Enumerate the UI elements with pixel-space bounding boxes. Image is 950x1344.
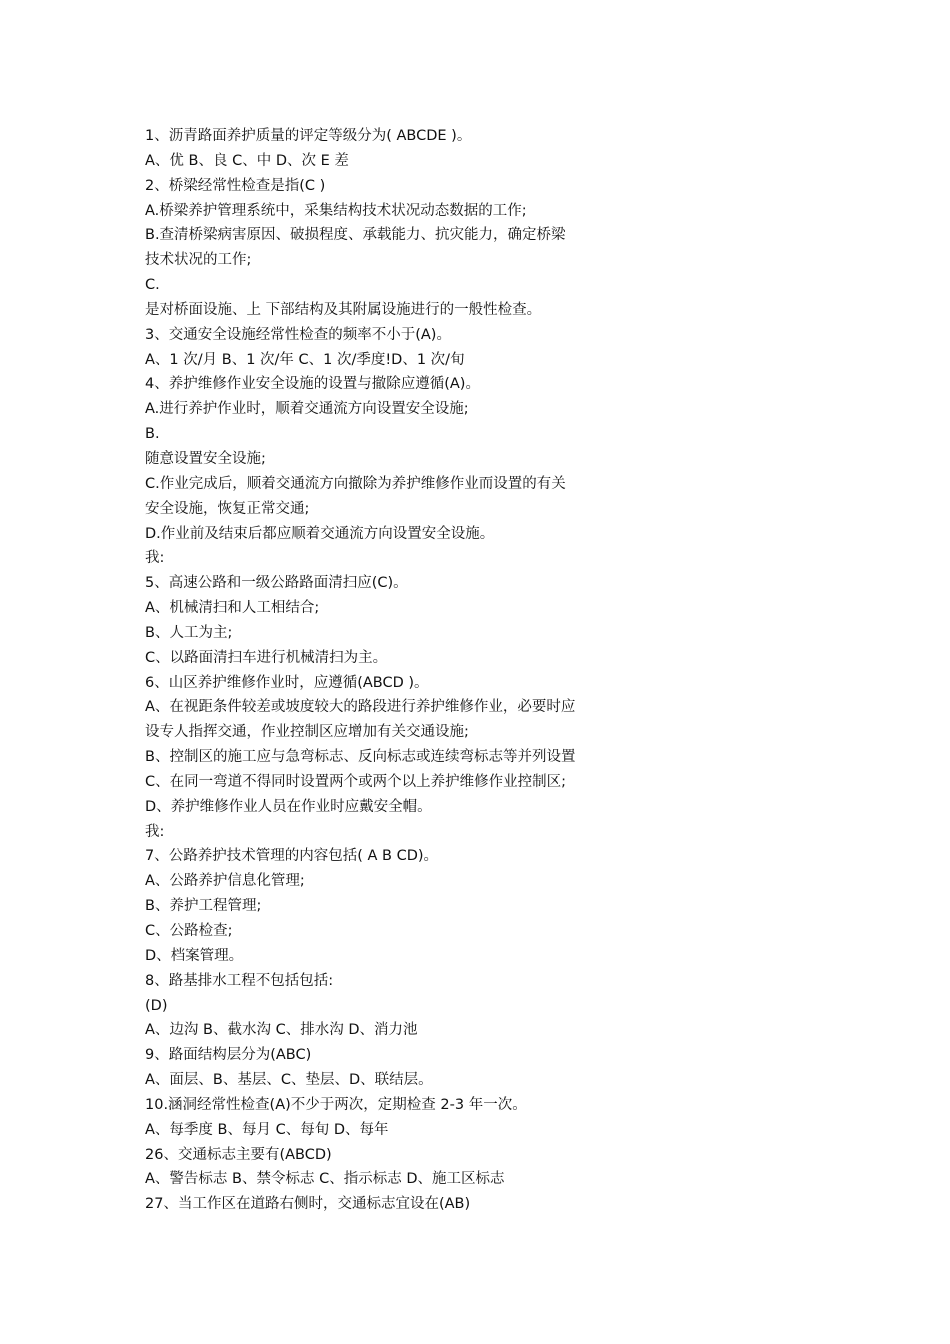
text-line: D.作业前及结束后都应顺着交通流方向设置安全设施。 xyxy=(145,525,495,542)
text-line: 设专人指挥交通，作业控制区应增加有关交通设施; xyxy=(145,724,469,741)
text-line: 1、沥青路面养护质量的评定等级分为( ABCDE )。 xyxy=(145,128,472,144)
text-line: B、人工为主; xyxy=(145,624,233,641)
text-line: A、每季度 B、每月 C、每旬 D、每年 xyxy=(145,1121,389,1138)
text-line: B、养护工程管理; xyxy=(145,898,262,915)
text-line: A.进行养护作业时，顺着交通流方向设置安全设施; xyxy=(145,401,469,418)
text-line: 3、交通安全设施经常性检查的频率不小于(A)。 xyxy=(145,326,451,343)
text-line: D、档案管理。 xyxy=(145,947,244,964)
text-line: A、边沟 B、截水沟 C、排水沟 D、消力池 xyxy=(145,1022,418,1039)
text-line: 27、当工作区在道路右侧时，交通标志宜设在(AB) xyxy=(145,1196,471,1213)
document-body xyxy=(145,124,665,1217)
text-line: 9、路面结构层分为(ABC) xyxy=(145,1047,312,1064)
text-line: 我: xyxy=(145,823,165,840)
text-line: 是对桥面设施、上 下部结构及其附属设施进行的一般性检查。 xyxy=(145,301,542,318)
text-line: A、1 次/月 B、1 次/年 C、1 次/季度!D、1 次/旬 xyxy=(145,351,465,368)
text-line: A、警告标志 B、禁令标志 C、指示标志 D、施工区标志 xyxy=(145,1171,505,1188)
text-line: A、面层、B、基层、C、垫层、D、联结层。 xyxy=(145,1072,433,1089)
text-line: C.作业完成后，顺着交通流方向撤除为养护维修作业而设置的有关 xyxy=(145,475,566,492)
text-line: 我: xyxy=(145,550,165,567)
text-line: A、机械清扫和人工相结合; xyxy=(145,600,320,617)
text-line: 技术状况的工作; xyxy=(145,252,252,269)
text-line: 7、公路养护技术管理的内容包括( A B CD)。 xyxy=(145,848,439,865)
text-line: C、在同一弯道不得同时设置两个或两个以上养护维修作业控制区; xyxy=(145,773,567,790)
text-line: 5、高速公路和一级公路路面清扫应(C)。 xyxy=(145,575,408,592)
text-line: C、公路检查; xyxy=(145,923,233,939)
text-line: C. xyxy=(145,277,160,294)
text-line: 2、桥梁经常性检查是指(C ) xyxy=(145,177,326,194)
text-line: 随意设置安全设施; xyxy=(145,450,266,467)
text-line: 10.涵洞经常性检查(A)不少于两次，定期检查 2-3 年一次。 xyxy=(145,1096,527,1113)
text-line: D、养护维修作业人员在作业时应戴安全帽。 xyxy=(145,798,432,815)
text-line: C、以路面清扫车进行机械清扫为主。 xyxy=(145,649,388,666)
text-line: A、在视距条件较差或坡度较大的路段进行养护维修作业，必要时应 xyxy=(145,699,576,716)
text-line: A、公路养护信息化管理; xyxy=(145,873,305,890)
text-line: A.桥梁养护管理系统中，采集结构技术状况动态数据的工作; xyxy=(145,202,527,219)
text-line: 26、交通标志主要有(ABCD) xyxy=(145,1146,332,1163)
text-line: 安全设施，恢复正常交通; xyxy=(145,500,310,517)
text-line: 8、路基排水工程不包括包括: xyxy=(145,972,334,989)
text-line: 6、山区养护维修作业时，应遵循(ABCD )。 xyxy=(145,674,429,691)
text-line: B、控制区的施工应与急弯标志、反向标志或连续弯标志等并列设置 xyxy=(145,749,576,766)
text-line: B. xyxy=(145,426,160,443)
text-line: A、优 B、良 C、中 D、次 E 差 xyxy=(145,152,349,169)
text-line: B.查清桥梁病害原因、破损程度、承载能力、抗灾能力，确定桥梁 xyxy=(145,227,566,244)
text-line: (D) xyxy=(145,997,168,1014)
text-line: 4、养护维修作业安全设施的设置与撤除应遵循(A)。 xyxy=(145,376,480,393)
